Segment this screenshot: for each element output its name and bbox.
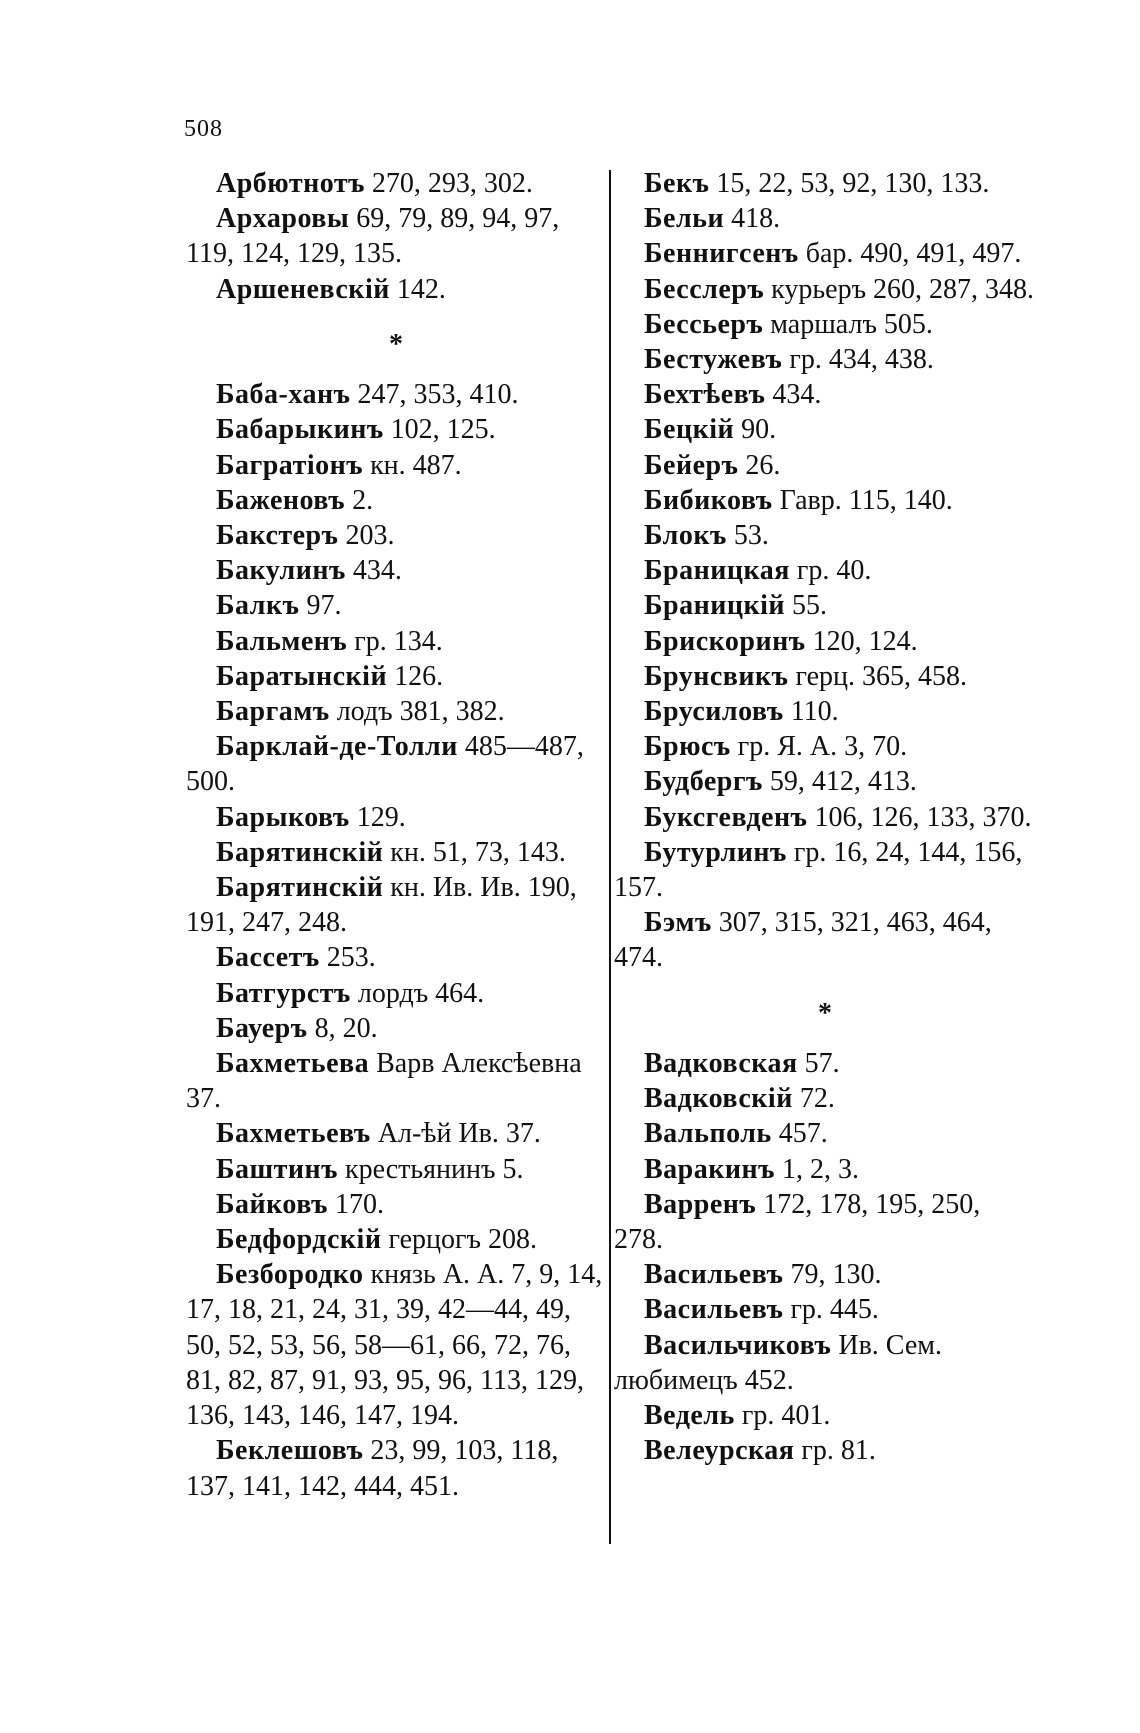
index-entry	[614, 377, 1036, 412]
entry-references: 59, 412, 413.	[769, 766, 917, 798]
index-entry	[614, 905, 1036, 975]
entry-references: гр. 134.	[354, 625, 443, 657]
entry-references: гр. 401.	[741, 1400, 831, 1432]
entry-references: 106, 126, 133, 370.	[814, 801, 1032, 833]
entry-references: 129.	[356, 801, 406, 833]
entry-name: Баштинъ	[216, 1153, 338, 1185]
entry-name: Бесслеръ	[644, 273, 765, 305]
entry-name: Бальменъ	[216, 625, 348, 657]
entry-name: Баженовъ	[216, 484, 346, 516]
index-entry	[186, 1433, 606, 1503]
entry-references: 8, 20.	[314, 1012, 378, 1044]
index-entry	[186, 1046, 606, 1116]
entry-name: Барятинскій	[216, 872, 384, 904]
entry-name: Бельи	[644, 203, 725, 235]
asterisk-separator: *	[389, 328, 403, 360]
entry-references: 485—487, 500.	[186, 731, 584, 798]
section-separator	[186, 307, 606, 377]
entry-name: Бакулинъ	[216, 555, 346, 587]
entry-references: 434.	[352, 555, 402, 587]
index-entry	[614, 729, 1036, 764]
entry-references: 307, 315, 321, 463, 464, 474.	[614, 907, 992, 974]
entry-references: 23, 99, 103, 118, 137, 141, 142, 444, 451.	[186, 1435, 559, 1502]
index-entry	[614, 694, 1036, 729]
entry-references: 72.	[799, 1083, 835, 1115]
entry-references: 53.	[733, 520, 769, 552]
entry-name: Безбородко	[216, 1259, 364, 1291]
entry-name: Ведель	[644, 1400, 735, 1432]
column-divider	[609, 170, 611, 1544]
index-entry	[614, 764, 1036, 799]
index-entry	[614, 448, 1036, 483]
index-entry	[186, 201, 606, 271]
index-entry	[614, 835, 1036, 905]
entry-name: Буксгевденъ	[644, 801, 808, 833]
entry-name: Брусиловъ	[644, 696, 784, 728]
index-entry	[186, 1187, 606, 1222]
entry-name: Варакинъ	[644, 1153, 775, 1185]
entry-references: Варв Алексѣевна 37.	[186, 1048, 582, 1115]
entry-name: Бессьеръ	[644, 308, 764, 340]
entry-name: Аршеневскій	[216, 273, 390, 305]
entry-name: Бабарыкинъ	[216, 414, 384, 446]
entry-references: 253.	[326, 942, 376, 974]
entry-references: герцогъ 208.	[388, 1224, 537, 1256]
index-entry	[186, 835, 606, 870]
index-entry	[614, 166, 1036, 201]
entry-name: Архаровы	[216, 203, 350, 235]
entry-references: 142.	[396, 273, 446, 305]
entry-references: 172, 178, 195, 250, 278.	[614, 1188, 981, 1256]
entry-name: Васильевъ	[644, 1259, 784, 1291]
entry-name: Бейеръ	[644, 449, 739, 481]
entry-name: Батгурстъ	[216, 977, 351, 1009]
index-entry	[186, 1222, 606, 1257]
entry-references: 57.	[804, 1048, 840, 1080]
entry-references: 1, 2, 3.	[781, 1153, 859, 1185]
index-column-left	[186, 166, 606, 1504]
entry-references: кн. 487.	[370, 449, 462, 481]
index-entry	[186, 976, 606, 1011]
index-entry	[614, 1116, 1036, 1151]
entry-name: Блокъ	[644, 520, 727, 552]
entry-references: 90.	[741, 414, 777, 446]
entry-name: Бибиковъ	[644, 484, 773, 516]
index-entry	[186, 729, 606, 799]
entry-references: курьеръ 260, 287, 348.	[771, 273, 1035, 305]
entry-references: 247, 353, 410.	[357, 379, 519, 411]
entry-name: Бэмъ	[644, 907, 712, 939]
entry-references: 120, 124.	[812, 625, 918, 657]
index-entry	[614, 236, 1036, 271]
index-entry	[186, 624, 606, 659]
entry-name: Будбергъ	[644, 766, 763, 798]
index-entry	[186, 448, 606, 483]
entry-references: бар. 490, 491, 497.	[805, 238, 1022, 270]
entry-name: Баратынскій	[216, 660, 388, 692]
entry-references: 110.	[790, 696, 839, 728]
index-entry	[186, 1116, 606, 1151]
entry-references: гр. 445.	[790, 1294, 879, 1326]
entry-name: Велеурская	[644, 1435, 795, 1467]
entry-name: Бассетъ	[216, 942, 320, 974]
index-entry	[614, 1081, 1036, 1116]
entry-references: Гавр. 115, 140.	[779, 484, 953, 516]
entry-name: Баба-ханъ	[216, 379, 351, 411]
entry-references: 457.	[778, 1118, 828, 1150]
entry-name: Балкъ	[216, 590, 300, 622]
index-entry	[186, 694, 606, 729]
index-entry	[186, 483, 606, 518]
entry-name: Бестужевъ	[644, 344, 783, 376]
entry-name: Васильевъ	[644, 1294, 784, 1326]
index-entry	[614, 1152, 1036, 1187]
entry-references: маршалъ 505.	[770, 308, 933, 340]
index-entry	[186, 166, 606, 201]
entry-references: лодъ 381, 382.	[336, 696, 505, 728]
entry-references: гр. 16, 24, 144, 156, 157.	[614, 836, 1023, 904]
entry-name: Байковъ	[216, 1188, 328, 1220]
entry-references: кн. Ив. Ив. 190, 191, 247, 248.	[186, 872, 577, 939]
entry-references: 26.	[745, 449, 781, 481]
entry-name: Бекъ	[644, 168, 710, 199]
entry-references: крестьянинъ 5.	[345, 1153, 524, 1185]
entry-name: Бахметьевъ	[216, 1118, 371, 1150]
index-entry	[614, 800, 1036, 835]
entry-name: Беклешовъ	[216, 1435, 364, 1467]
section-separator	[614, 976, 1036, 1046]
entry-references: гр. Я. А. 3, 70.	[737, 731, 908, 763]
entry-references: 434.	[772, 379, 822, 411]
entry-references: 418.	[731, 203, 781, 235]
entry-name: Бутурлинъ	[644, 836, 787, 868]
index-entry	[186, 553, 606, 588]
entry-name: Браницкая	[644, 555, 790, 587]
entry-references: 97.	[306, 590, 342, 622]
entry-name: Брискоринъ	[644, 625, 806, 657]
entry-name: Багратіонъ	[216, 449, 364, 481]
entry-name: Бахметьева	[216, 1048, 370, 1080]
index-entry	[186, 1011, 606, 1046]
entry-references: 15, 22, 53, 92, 130, 133.	[716, 168, 990, 199]
index-entry	[614, 1433, 1036, 1468]
entry-references: 126.	[394, 660, 444, 692]
entry-references: 69, 79, 89, 94, 97, 119, 124, 129, 135.	[186, 203, 560, 270]
index-entry	[614, 1328, 1036, 1398]
index-entry	[614, 1257, 1036, 1292]
index-entry	[186, 800, 606, 835]
entry-name: Барклай-де-Толли	[216, 731, 458, 763]
entry-references: кн. 51, 73, 143.	[390, 836, 566, 868]
entry-references: гр. 81.	[801, 1435, 876, 1467]
index-column-right	[614, 166, 1036, 1469]
entry-name: Барыковъ	[216, 801, 350, 833]
index-entry	[614, 1292, 1036, 1327]
entry-name: Бауеръ	[216, 1012, 308, 1044]
index-entry	[614, 272, 1036, 307]
entry-references: Ал-ѣй Ив. 37.	[377, 1118, 541, 1150]
index-entry	[186, 272, 606, 307]
entry-references: 102, 125.	[390, 414, 496, 446]
entry-references: князь А. А. 7, 9, 14, 17, 18, 21, 24, 31, 39, 42—44, 49, 50, 52, 53, 56, 58—61, 66, 72, 76, 81, 82, 87, 91, 93, 95, 96, 113, 129, 136, 143, 146, 147, 194.	[186, 1259, 603, 1432]
index-entry	[614, 342, 1036, 377]
index-entry	[614, 624, 1036, 659]
entry-references: 170.	[334, 1188, 384, 1220]
index-entry	[614, 1398, 1036, 1433]
entry-name: Баргамъ	[216, 696, 330, 728]
index-entry	[614, 307, 1036, 342]
entry-references: 203.	[345, 520, 395, 552]
index-entry	[614, 483, 1036, 518]
entry-name: Брюсъ	[644, 731, 731, 763]
entry-references: 55.	[792, 590, 828, 622]
entry-name: Бецкій	[644, 414, 735, 446]
entry-name: Вадковская	[644, 1048, 798, 1080]
entry-name: Браницкій	[644, 590, 786, 622]
index-entry	[186, 870, 606, 940]
index-entry	[186, 412, 606, 447]
entry-name: Вальполь	[644, 1118, 772, 1150]
entry-name: Бехтѣевъ	[644, 379, 766, 411]
entry-name: Арбютнотъ	[216, 168, 365, 199]
entry-references: герц. 365, 458.	[795, 660, 968, 692]
index-entry	[614, 201, 1036, 236]
entry-references: Ив. Сем. любимецъ 452.	[614, 1329, 942, 1396]
index-entry	[186, 659, 606, 694]
entry-name: Брунсвикъ	[644, 660, 789, 692]
entry-references: лордъ 464.	[357, 977, 485, 1009]
page-number: 508	[184, 116, 223, 142]
index-entry	[186, 588, 606, 623]
index-entry	[614, 518, 1036, 553]
index-entry	[614, 1187, 1036, 1257]
index-entry	[186, 1257, 606, 1433]
entry-references: гр. 40.	[796, 555, 872, 587]
index-entry	[186, 940, 606, 975]
index-entry	[614, 1046, 1036, 1081]
entry-references: 79, 130.	[790, 1259, 882, 1291]
index-entry	[186, 1152, 606, 1187]
entry-name: Бакстеръ	[216, 520, 339, 552]
index-entry	[614, 588, 1036, 623]
entry-references: 270, 293, 302.	[371, 168, 533, 199]
index-entry	[186, 518, 606, 553]
entry-name: Беннигсенъ	[644, 238, 799, 270]
entry-references: 2.	[352, 484, 374, 516]
index-entry	[614, 412, 1036, 447]
entry-name: Барятинскій	[216, 836, 384, 868]
asterisk-separator: *	[818, 997, 832, 1029]
index-entry	[614, 659, 1036, 694]
entry-name: Васильчиковъ	[644, 1329, 832, 1361]
entry-references: гр. 434, 438.	[789, 344, 934, 376]
entry-name: Бедфордскій	[216, 1224, 382, 1256]
index-entry	[186, 377, 606, 412]
index-entry	[614, 553, 1036, 588]
entry-name: Вадковскій	[644, 1083, 793, 1115]
entry-name: Варренъ	[644, 1188, 757, 1220]
